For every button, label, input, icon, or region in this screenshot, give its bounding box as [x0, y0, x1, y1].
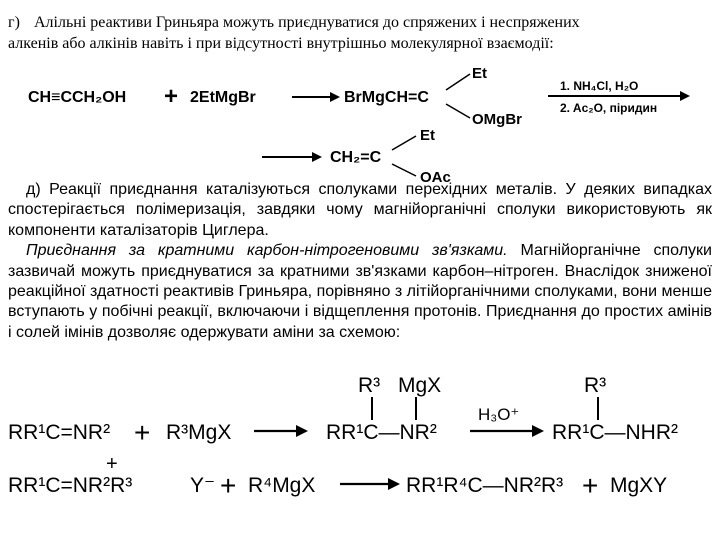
- scheme3-anion: Y⁻: [190, 474, 216, 497]
- scheme1-reactant1: CH≡CCH₂OH: [28, 89, 127, 106]
- scheme2-product-r3: R³: [584, 374, 607, 397]
- scheme2-product: RR¹C—NHR²: [552, 421, 678, 444]
- scheme1-sub-et2: Et: [420, 127, 435, 144]
- scheme1-product2: CH₂=C: [330, 149, 382, 166]
- scheme2-arrow1: [254, 425, 308, 437]
- scheme3-arrow: [340, 478, 400, 490]
- scheme3-byproduct: MgXY: [610, 474, 668, 497]
- scheme2-arrow2: [470, 425, 544, 437]
- scheme1-plus: +: [164, 83, 179, 110]
- scheme2-inter-r3: R³: [358, 374, 381, 397]
- scheme2-intermediate: RR¹C—NR²: [326, 421, 437, 444]
- paragraph-d-sentence1: д) Реакції приєднання каталізуються сполуками перехідних металів. У деяких випадках спостерігається полімеризація, завдяки чому магнійорганічні сполуки використовують як компоненти каталізаторів Циглера.: [8, 181, 712, 239]
- scheme3-reagent: R⁴MgX: [248, 474, 316, 497]
- scheme1-sub-et: Et: [472, 65, 487, 82]
- scheme2-inter-mgx: MgX: [398, 374, 442, 397]
- scheme1-condition-1: 1. NH₄Cl, H₂O: [560, 79, 639, 93]
- scheme1-condition-2: 2. Ac₂O, піридин: [560, 101, 658, 115]
- scheme3-plus: +: [220, 470, 237, 501]
- paragraph-g-line2: алкенів або алкінів навіть і при відсутності внутрішньо молекулярної взаємодії:: [8, 35, 554, 52]
- scheme3-product: RR¹R⁴C—NR²R³: [406, 474, 564, 497]
- scheme1-product1: BrMgCH=C: [344, 89, 429, 106]
- italic-heading: Приєднання за кратними карбон-нітрогеновими зв'язками.: [26, 242, 508, 260]
- scheme1-sub-oac: OAc: [420, 169, 451, 186]
- scheme1-sub-omgbr: OMgBr: [472, 111, 522, 128]
- scheme1-reactant2: 2EtMgBr: [190, 89, 256, 106]
- paragraph-label: г): [8, 14, 20, 31]
- scheme2-condition: H₃O⁺: [478, 405, 520, 424]
- scheme2-reagent: R³MgX: [166, 421, 232, 444]
- scheme2-plus: +: [134, 417, 151, 448]
- paragraph-g-line1: г) Алільні реактиви Гриньяра можуть приєднуватися до спряжених і неспряжених: [8, 14, 580, 31]
- scheme3-plus2: +: [582, 470, 599, 501]
- scheme3-charge: +: [106, 453, 118, 475]
- scheme2-reactant: RR¹C=NR²: [8, 421, 111, 444]
- paragraph-d-sentence2: Приєднання за кратними карбон-нітрогеновими зв'язками. Магнійорганічне сполуки зазвичай можуть приєднуватися за кратними зв'язками карбон–нітроген. Внаслідок зниженої реакційної здатності реактивів Гриньяра, порівняно з літійорганічними сполуками, вони менше вступають у побічні реакції, включаючи і відщеплення протонів. Приєднання до простих амінів і солей імінів дозволяє одержувати аміни за схемою:: [8, 242, 712, 341]
- scheme3-reactant: RR¹C=NR²R³: [8, 474, 133, 497]
